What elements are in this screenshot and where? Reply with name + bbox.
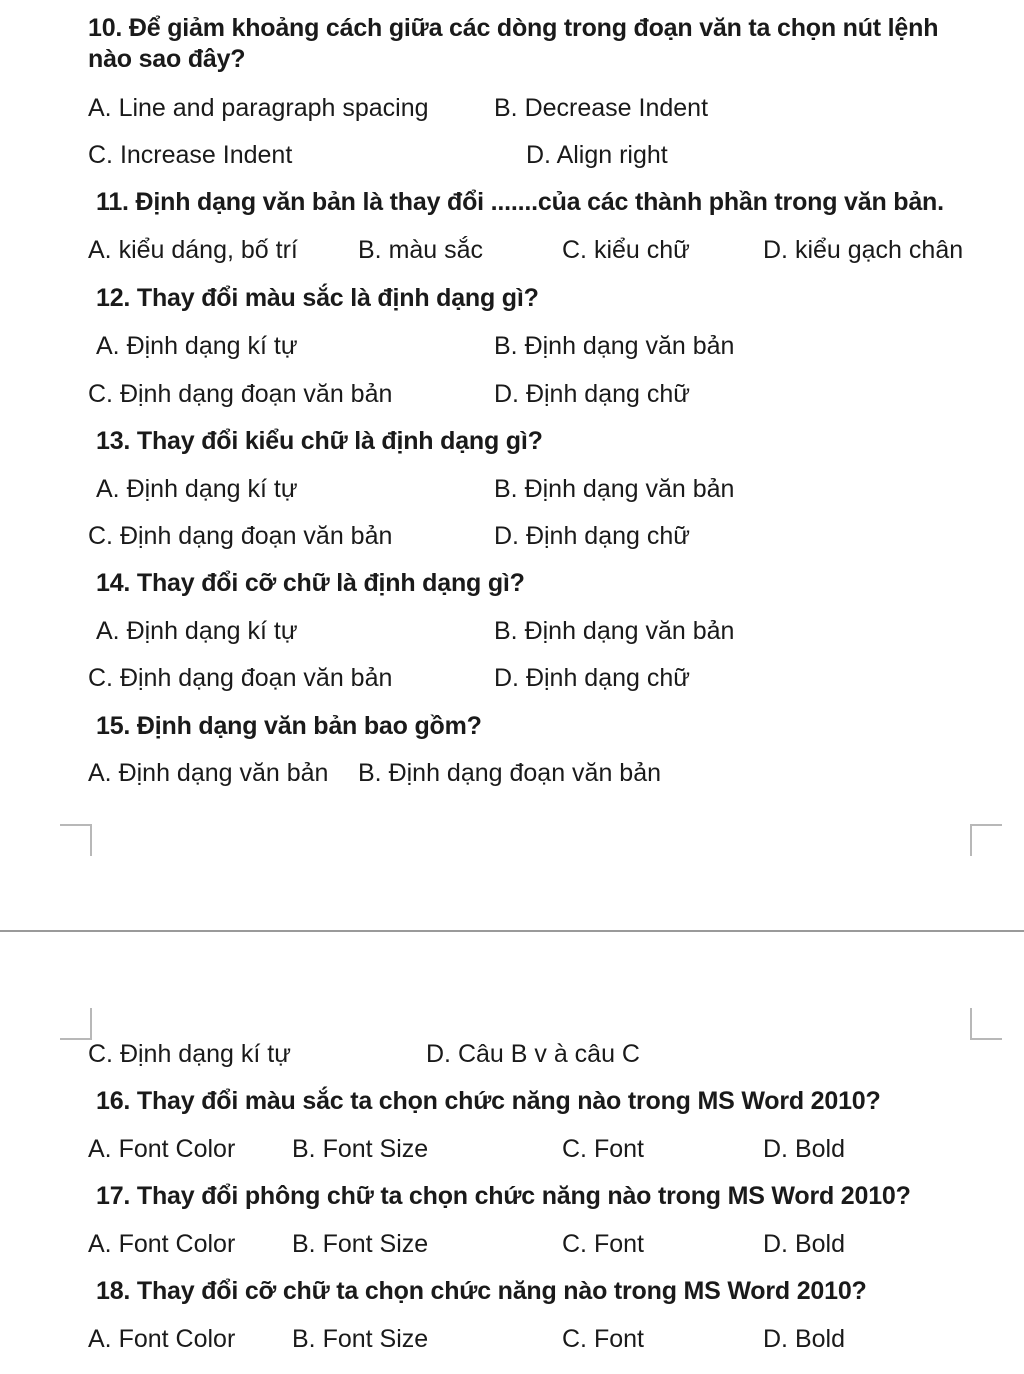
question-10-line-1: 10. Để giảm khoảng cách giữa các dòng trong đoạn văn ta chọn nút lệnh xyxy=(88,14,939,42)
page-break-separator xyxy=(0,930,1024,932)
question-12-option-c: C. Định dạng đoạn văn bản xyxy=(88,380,393,408)
page-2-top-right-corner-mark xyxy=(970,1008,1002,1040)
question-16-option-b: B. Font Size xyxy=(292,1135,429,1163)
question-16-option-c: C. Font xyxy=(562,1135,644,1163)
question-16-option-d: D. Bold xyxy=(763,1135,845,1163)
question-11-option-c: C. kiểu chữ xyxy=(562,236,690,264)
question-15-option-c: C. Định dạng kí tự xyxy=(88,1040,291,1068)
question-12-option-d: D. Định dạng chữ xyxy=(494,380,691,408)
question-10-line-2: nào sao đây? xyxy=(88,45,246,73)
question-11: 11. Định dạng văn bản là thay đổi .......của các thành phần trong văn bản. xyxy=(96,188,944,216)
question-10-option-c: C. Increase Indent xyxy=(88,141,293,169)
page-2-top-left-corner-mark xyxy=(60,1008,92,1040)
page-1-bottom-left-corner-mark xyxy=(60,824,92,856)
question-14-option-a: A. Định dạng kí tự xyxy=(96,617,298,645)
question-14-option-c: C. Định dạng đoạn văn bản xyxy=(88,664,393,692)
question-14-option-d: D. Định dạng chữ xyxy=(494,664,691,692)
question-16-option-a: A. Font Color xyxy=(88,1135,236,1163)
question-12-option-a: A. Định dạng kí tự xyxy=(96,332,298,360)
question-12-option-b: B. Định dạng văn bản xyxy=(494,332,735,360)
page-1-bottom-right-corner-mark xyxy=(970,824,1002,856)
question-13-option-c: C. Định dạng đoạn văn bản xyxy=(88,522,393,550)
question-13-option-b: B. Định dạng văn bản xyxy=(494,475,735,503)
question-10-option-d: D. Align right xyxy=(526,141,668,169)
question-11-option-d: D. kiểu gạch chân xyxy=(763,236,964,264)
question-12: 12. Thay đổi màu sắc là định dạng gì? xyxy=(96,284,539,312)
question-10-option-a: A. Line and paragraph spacing xyxy=(88,94,429,122)
question-15: 15. Định dạng văn bản bao gồm? xyxy=(96,712,482,740)
question-18-option-c: C. Font xyxy=(562,1325,644,1353)
question-10-option-b: B. Decrease Indent xyxy=(494,94,709,122)
question-13: 13. Thay đổi kiểu chữ là định dạng gì? xyxy=(96,427,543,455)
question-17-option-c: C. Font xyxy=(562,1230,644,1258)
question-13-option-a: A. Định dạng kí tự xyxy=(96,475,298,503)
question-15-option-d: D. Câu B v à câu C xyxy=(426,1040,640,1068)
question-11-option-b: B. màu sắc xyxy=(358,236,484,264)
question-11-option-a: A. kiểu dáng, bố trí xyxy=(88,236,298,264)
question-17-option-d: D. Bold xyxy=(763,1230,845,1258)
question-16: 16. Thay đổi màu sắc ta chọn chức năng nào trong MS Word 2010? xyxy=(96,1087,881,1115)
question-17-option-a: A. Font Color xyxy=(88,1230,236,1258)
question-15-option-a: A. Định dạng văn bản xyxy=(88,759,329,787)
question-18-option-d: D. Bold xyxy=(763,1325,845,1353)
question-13-option-d: D. Định dạng chữ xyxy=(494,522,691,550)
question-14-option-b: B. Định dạng văn bản xyxy=(494,617,735,645)
question-18: 18. Thay đổi cỡ chữ ta chọn chức năng nào trong MS Word 2010? xyxy=(96,1277,867,1305)
question-17: 17. Thay đổi phông chữ ta chọn chức năng nào trong MS Word 2010? xyxy=(96,1182,911,1210)
question-15-option-b: B. Định dạng đoạn văn bản xyxy=(358,759,662,787)
question-18-option-a: A. Font Color xyxy=(88,1325,236,1353)
question-17-option-b: B. Font Size xyxy=(292,1230,429,1258)
question-14: 14. Thay đổi cỡ chữ là định dạng gì? xyxy=(96,569,525,597)
question-18-option-b: B. Font Size xyxy=(292,1325,429,1353)
